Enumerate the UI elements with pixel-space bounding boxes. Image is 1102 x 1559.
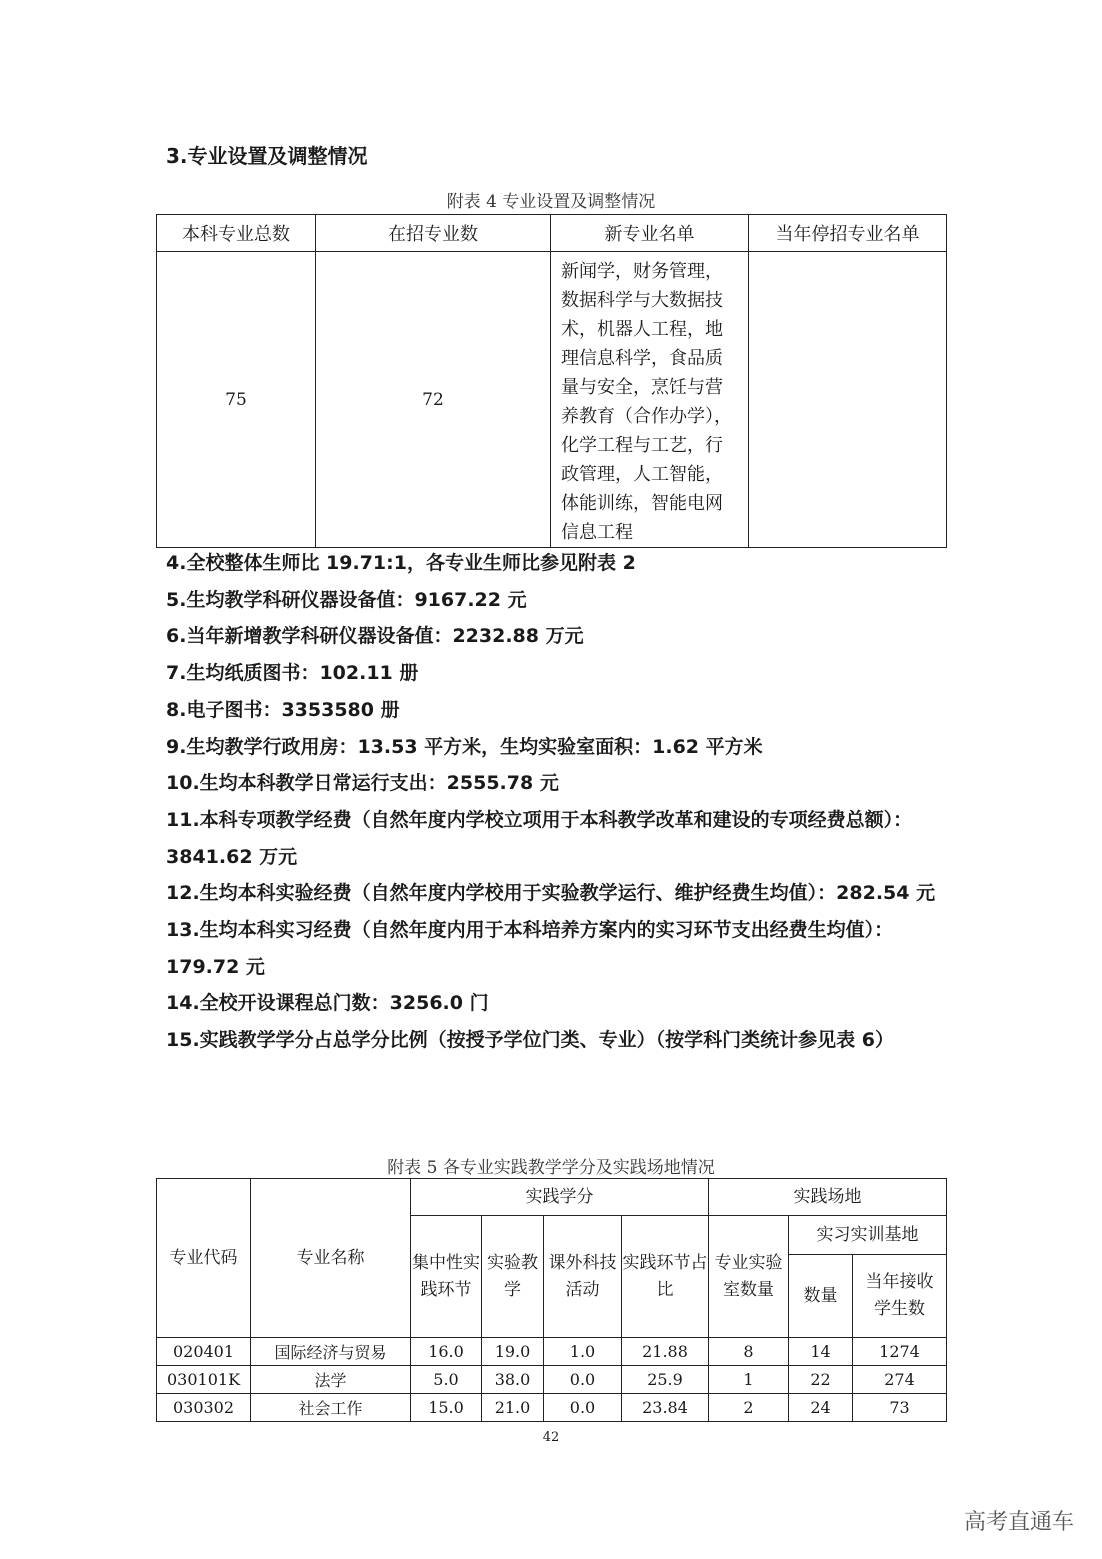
stat-item: 7.生均纸质图书：102.11 册 xyxy=(166,662,419,685)
table4-caption: 附表 4 专业设置及调整情况 xyxy=(446,192,656,212)
header-major-name: 专业名称 xyxy=(251,1179,411,1338)
section-heading: 3.专业设置及调整情况 xyxy=(166,144,368,168)
stat-item: 9.生均教学行政用房：13.53 平方米，生均实验室面积：1.62 平方米 xyxy=(166,735,763,758)
stat-item: 14.全校开设课程总门数：3256.0 门 xyxy=(166,992,489,1015)
cell-ratio: 23.84 xyxy=(622,1394,709,1422)
stat-item: 8.电子图书：3353580 册 xyxy=(166,698,400,721)
header-total-majors: 本科专业总数 xyxy=(157,215,316,252)
new-majors-line: 信息工程 xyxy=(561,522,633,543)
new-majors-line: 术，机器人工程，地 xyxy=(561,319,723,340)
header-stopped-majors: 当年停招专业名单 xyxy=(749,215,947,252)
cell-students: 73 xyxy=(853,1394,947,1422)
stat-item: 15.实践教学学分占总学分比例（按授予学位门类、专业）（按学科门类统计参见表 6） xyxy=(166,1029,894,1052)
cell-major-name: 国际经济与贸易 xyxy=(251,1338,411,1366)
cell-lab-count: 2 xyxy=(709,1394,789,1422)
cell-lab-count: 8 xyxy=(709,1338,789,1366)
new-majors-line: 数据科学与大数据技 xyxy=(561,290,723,311)
table5-header-row-1 xyxy=(157,1179,947,1216)
header-lab-count: 专业实验室数量 xyxy=(709,1216,789,1338)
new-majors-list xyxy=(551,252,749,548)
statistics-list xyxy=(166,545,951,1059)
cell-base-count: 24 xyxy=(789,1394,853,1422)
cell-concentrated: 5.0 xyxy=(411,1366,482,1394)
header-enrolling-majors: 在招专业数 xyxy=(316,215,551,252)
table4-header-row xyxy=(157,215,947,252)
new-majors-line: 体能训练，智能电网 xyxy=(561,493,723,514)
cell-major-name: 社会工作 xyxy=(251,1394,411,1422)
cell-concentrated: 16.0 xyxy=(411,1338,482,1366)
major-settings-table xyxy=(156,214,947,548)
header-extracurricular: 课外科技活动 xyxy=(544,1216,622,1338)
cell-students: 274 xyxy=(853,1366,947,1394)
stat-item: 4.全校整体生师比 19.71:1，各专业生师比参见附表 2 xyxy=(166,552,636,574)
table-row xyxy=(157,1338,947,1366)
watermark-text: 高考直通车 xyxy=(963,1510,1074,1535)
header-concentrated-practice: 集中性实践环节 xyxy=(411,1216,482,1338)
stat-item: 6.当年新增教学科研仪器设备值：2232.88 万元 xyxy=(166,625,584,648)
cell-extracurricular: 0.0 xyxy=(544,1394,622,1422)
new-majors-line: 新闻学，财务管理， xyxy=(561,261,723,282)
cell-students: 1274 xyxy=(853,1338,947,1366)
cell-ratio: 25.9 xyxy=(622,1366,709,1394)
table5-caption: 附表 5 各专业实践教学学分及实践场地情况 xyxy=(387,1158,715,1178)
header-major-code: 专业代码 xyxy=(157,1179,251,1338)
new-majors-line: 政管理，人工智能， xyxy=(561,464,723,485)
new-majors-line: 量与安全，烹饪与营 xyxy=(561,377,723,398)
total-majors-value: 75 xyxy=(157,252,316,548)
page-number: 42 xyxy=(542,1430,560,1445)
new-majors-line: 养教育（合作办学）， xyxy=(561,406,732,427)
enrolling-majors-value: 72 xyxy=(316,252,551,548)
practice-credits-table xyxy=(156,1178,947,1422)
stat-item: 12.生均本科实验经费（自然年度内学校用于实验教学运行、维护经费生均值）：282.54 元 xyxy=(166,882,936,905)
cell-experiment: 19.0 xyxy=(482,1338,544,1366)
cell-base-count: 22 xyxy=(789,1366,853,1394)
cell-extracurricular: 0.0 xyxy=(544,1366,622,1394)
cell-major-code: 020401 xyxy=(157,1338,251,1366)
table-row xyxy=(157,1394,947,1422)
stat-item: 11.本科专项教学经费（自然年度内学校立项用于本科教学改革和建设的专项经费总额）：3841.62 万元 xyxy=(166,808,913,868)
cell-base-count: 14 xyxy=(789,1338,853,1366)
cell-concentrated: 15.0 xyxy=(411,1394,482,1422)
cell-major-name: 法学 xyxy=(251,1366,411,1394)
stat-item: 10.生均本科教学日常运行支出：2555.78 元 xyxy=(166,772,559,795)
header-practice-sites: 实践场地 xyxy=(709,1179,947,1216)
header-base-count: 数量 xyxy=(789,1255,853,1338)
header-practice-ratio: 实践环节占比 xyxy=(622,1216,709,1338)
header-experiment-teaching: 实验教学 xyxy=(482,1216,544,1338)
new-majors-line: 化学工程与工艺，行 xyxy=(561,435,723,456)
header-practice-credits: 实践学分 xyxy=(411,1179,709,1216)
header-students-received: 当年接收学生数 xyxy=(853,1255,947,1338)
stopped-majors-value xyxy=(749,252,947,548)
header-new-majors: 新专业名单 xyxy=(551,215,749,252)
table4-data-row xyxy=(157,252,947,548)
stat-item: 5.生均教学科研仪器设备值：9167.22 元 xyxy=(166,588,527,611)
cell-ratio: 21.88 xyxy=(622,1338,709,1366)
cell-experiment: 38.0 xyxy=(482,1366,544,1394)
stat-item: 13.生均本科实习经费（自然年度内用于本科培养方案内的实习环节支出经费生均值）：179.72 元 xyxy=(166,919,894,978)
cell-experiment: 21.0 xyxy=(482,1394,544,1422)
cell-major-code: 030101K xyxy=(157,1366,251,1394)
header-training-bases: 实习实训基地 xyxy=(789,1216,947,1255)
table-row xyxy=(157,1366,947,1394)
new-majors-line: 理信息科学，食品质 xyxy=(561,348,723,369)
cell-extracurricular: 1.0 xyxy=(544,1338,622,1366)
cell-lab-count: 1 xyxy=(709,1366,789,1394)
cell-major-code: 030302 xyxy=(157,1394,251,1422)
